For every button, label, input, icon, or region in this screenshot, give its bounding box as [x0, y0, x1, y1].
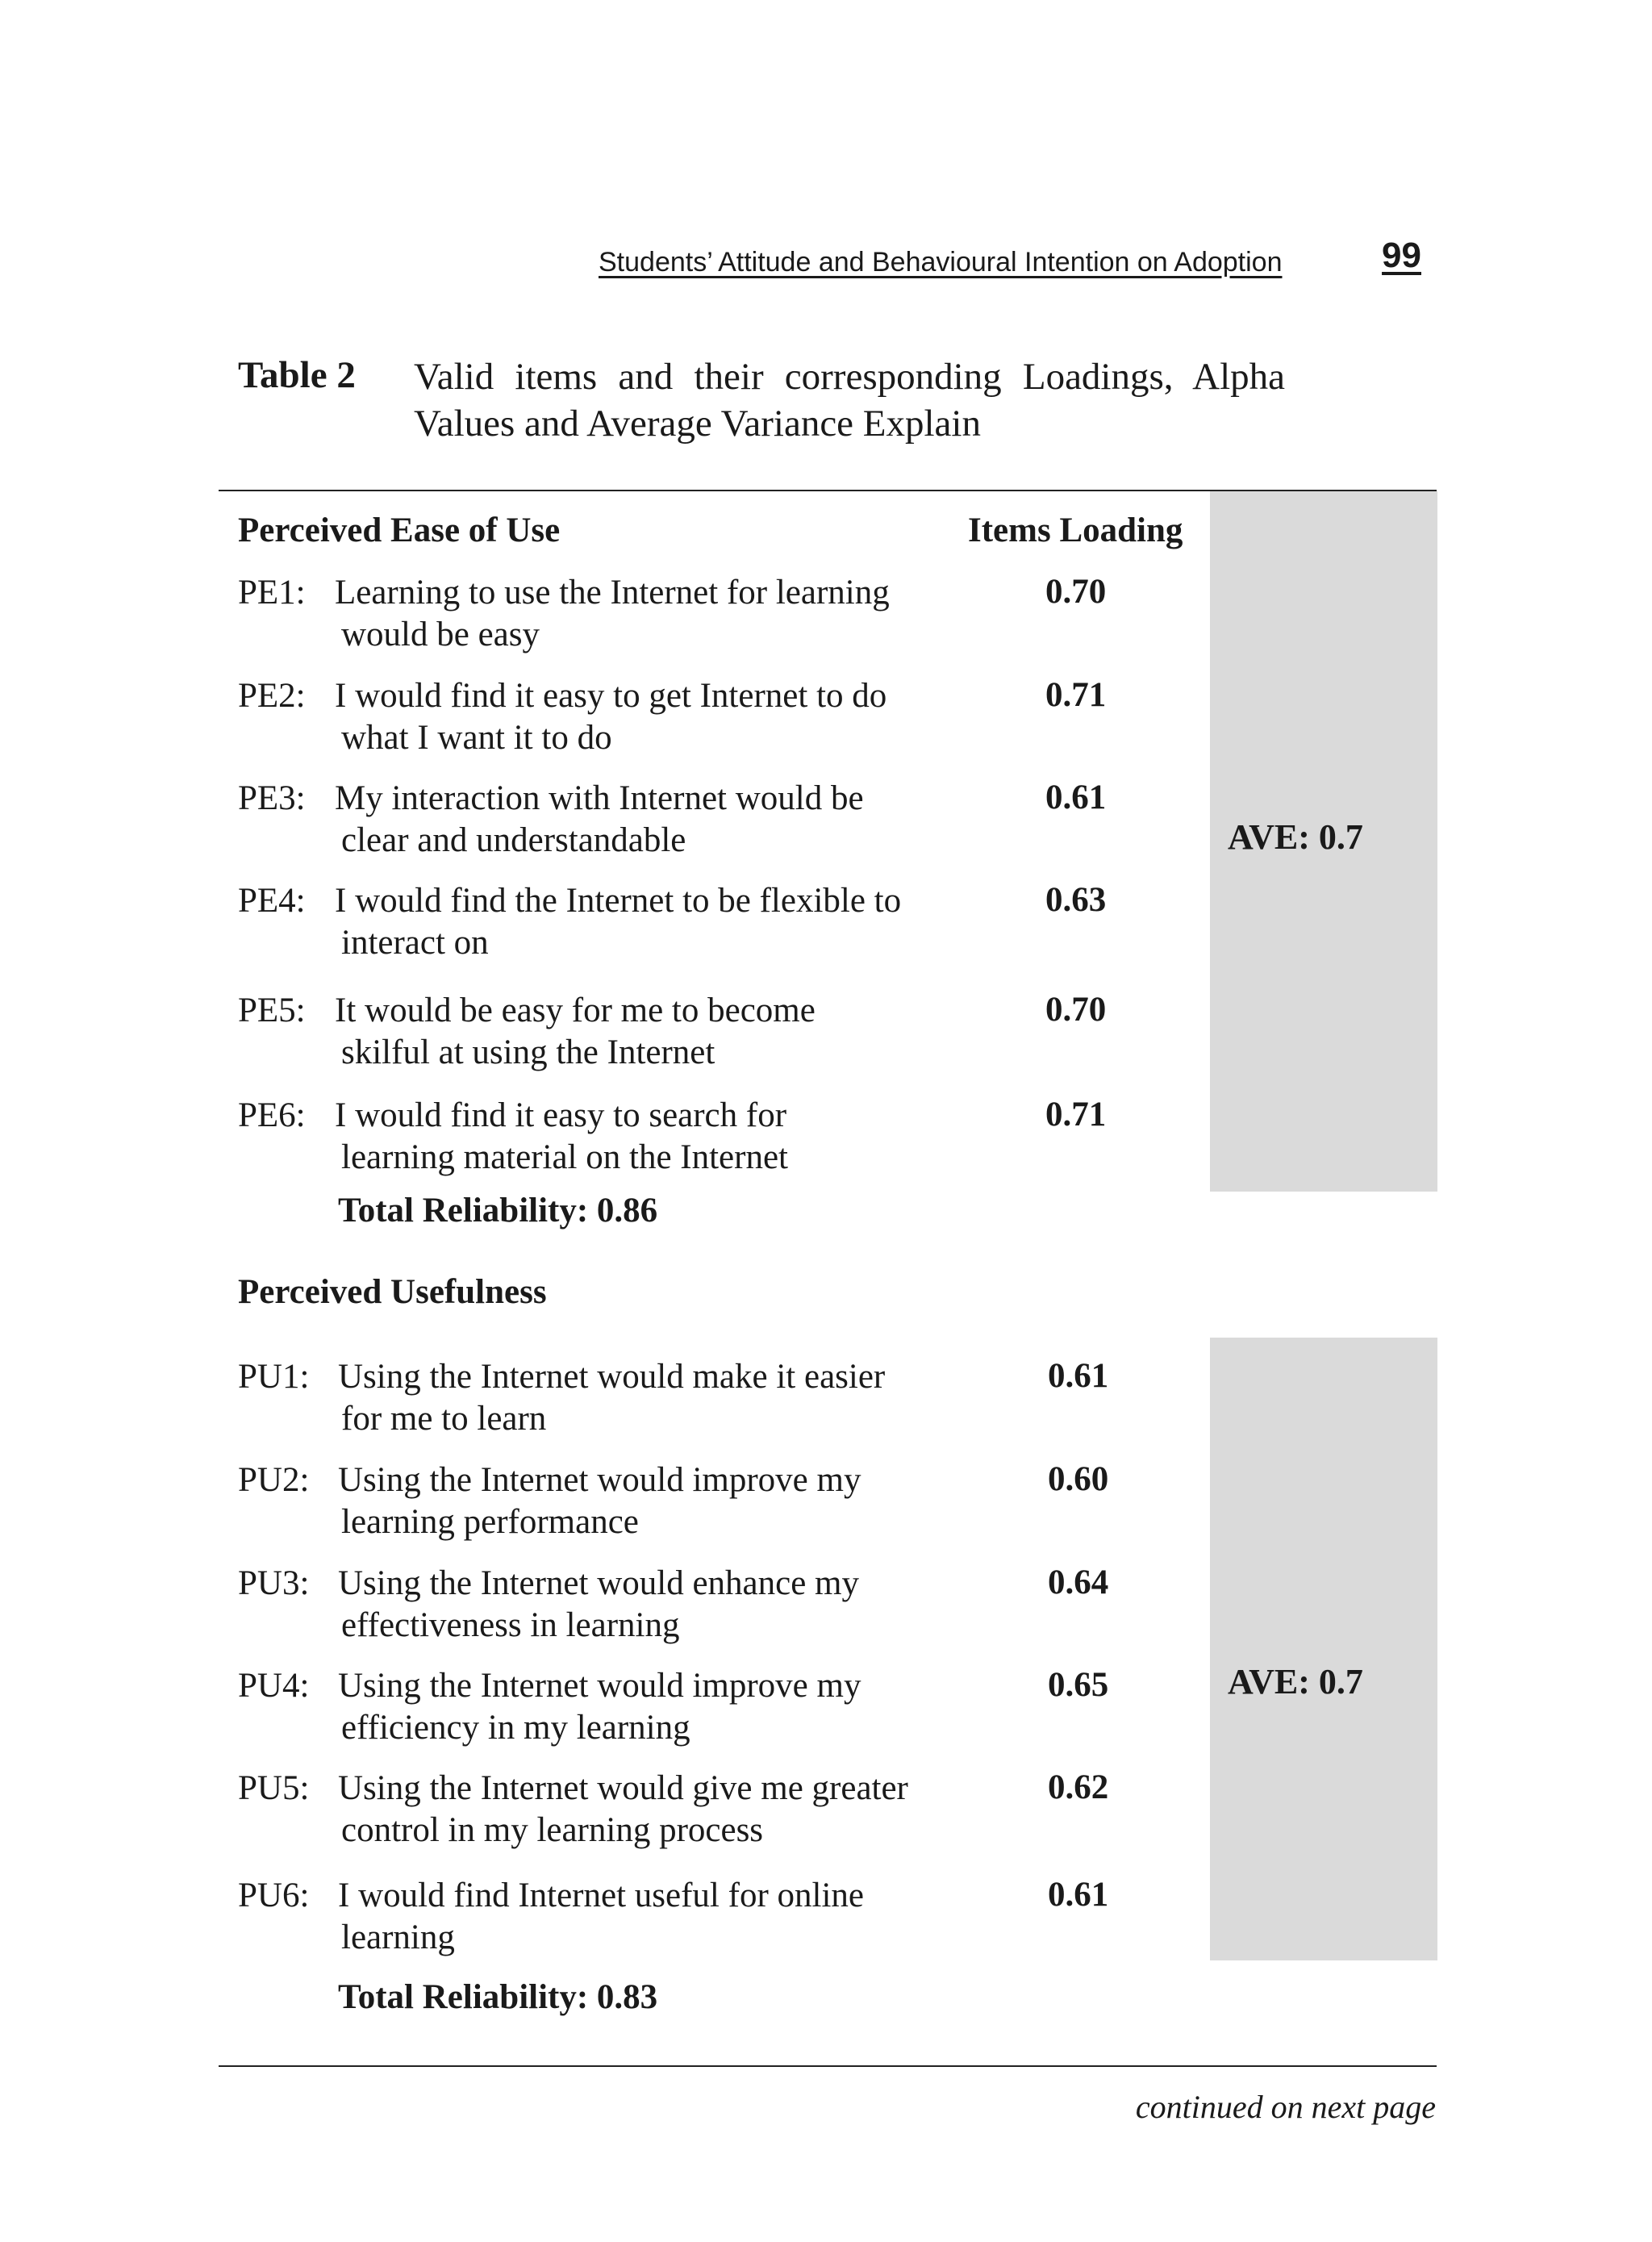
- item-text-continued: what I want it to do: [341, 719, 612, 757]
- item-loading: 0.71: [1045, 1096, 1107, 1134]
- item-text-continued: clear and understandable: [341, 821, 686, 859]
- item-loading: 0.62: [1048, 1768, 1109, 1806]
- item-loading: 0.61: [1045, 779, 1107, 816]
- continued-note: continued on next page: [1135, 2089, 1436, 2125]
- item-text: I would find it easy to get Internet to do: [335, 677, 887, 715]
- item-loading: 0.71: [1045, 676, 1107, 714]
- item-text: Using the Internet would make it easier: [338, 1358, 886, 1396]
- item-text-continued: interact on: [341, 924, 489, 962]
- item-text: It would be easy for me to become: [335, 992, 816, 1029]
- ave-shaded-cell: [1210, 1338, 1437, 1960]
- item-code: PE5:: [238, 992, 306, 1029]
- item-loading: 0.61: [1048, 1357, 1109, 1395]
- item-text: Using the Internet would improve my: [338, 1667, 861, 1705]
- item-text-continued: effectiveness in learning: [341, 1606, 680, 1644]
- item-loading: 0.63: [1045, 881, 1107, 919]
- item-text-continued: for me to learn: [341, 1400, 547, 1438]
- item-code: PU2:: [238, 1461, 310, 1499]
- ave-value: AVE: 0.7: [1228, 817, 1363, 857]
- item-code: PE6:: [238, 1096, 306, 1134]
- items-loading-header: Items Loading: [968, 511, 1183, 549]
- item-text-continued: would be easy: [341, 616, 540, 653]
- item-code: PE1:: [238, 574, 306, 612]
- item-code: PU6:: [238, 1877, 310, 1914]
- item-text-continued: skilful at using the Internet: [341, 1033, 715, 1071]
- total-reliability: Total Reliability: 0.83: [338, 1978, 658, 2016]
- item-text-continued: learning material on the Internet: [341, 1138, 788, 1176]
- page-number: 99: [1382, 236, 1421, 275]
- item-text-continued: efficiency in my learning: [341, 1709, 690, 1747]
- section-title: Perceived Ease of Use: [238, 511, 561, 549]
- running-header: [599, 236, 1421, 284]
- table-caption-label: Table 2: [238, 354, 356, 396]
- item-text-continued: control in my learning process: [341, 1811, 764, 1849]
- section-title: Perceived Usefulness: [238, 1273, 547, 1311]
- item-text-continued: learning: [341, 1918, 455, 1956]
- item-loading: 0.60: [1048, 1460, 1109, 1498]
- item-loading: 0.65: [1048, 1666, 1109, 1704]
- item-text: Learning to use the Internet for learning: [335, 574, 890, 612]
- ave-value: AVE: 0.7: [1228, 1662, 1363, 1701]
- item-code: PU1:: [238, 1358, 310, 1396]
- item-code: PU4:: [238, 1667, 310, 1705]
- item-code: PE4:: [238, 882, 306, 920]
- item-loading: 0.61: [1048, 1876, 1109, 1914]
- item-text: My interaction with Internet would be: [335, 779, 864, 817]
- table-bottom-rule: [219, 2065, 1437, 2067]
- total-reliability: Total Reliability: 0.86: [338, 1192, 658, 1230]
- item-text: I would find the Internet to be flexible to: [335, 882, 902, 920]
- item-text: I would find Internet useful for online: [338, 1877, 864, 1914]
- item-code: PE3:: [238, 779, 306, 817]
- item-text-continued: learning performance: [341, 1503, 639, 1541]
- item-text: Using the Internet would enhance my: [338, 1564, 860, 1602]
- item-code: PU5:: [238, 1769, 310, 1807]
- item-loading: 0.64: [1048, 1564, 1109, 1601]
- running-title: Students’ Attitude and Behavioural Intention on Adoption: [599, 247, 1283, 278]
- item-loading: 0.70: [1045, 991, 1107, 1029]
- item-code: PU3:: [238, 1564, 310, 1602]
- item-text: Using the Internet would give me greater: [338, 1769, 908, 1807]
- item-text: Using the Internet would improve my: [338, 1461, 861, 1499]
- item-text: I would find it easy to search for: [335, 1096, 787, 1134]
- table-caption-text: Valid items and their corresponding Loadings, Alpha Values and Average Variance Explain: [414, 356, 1285, 445]
- item-code: PE2:: [238, 677, 306, 715]
- item-loading: 0.70: [1045, 573, 1107, 611]
